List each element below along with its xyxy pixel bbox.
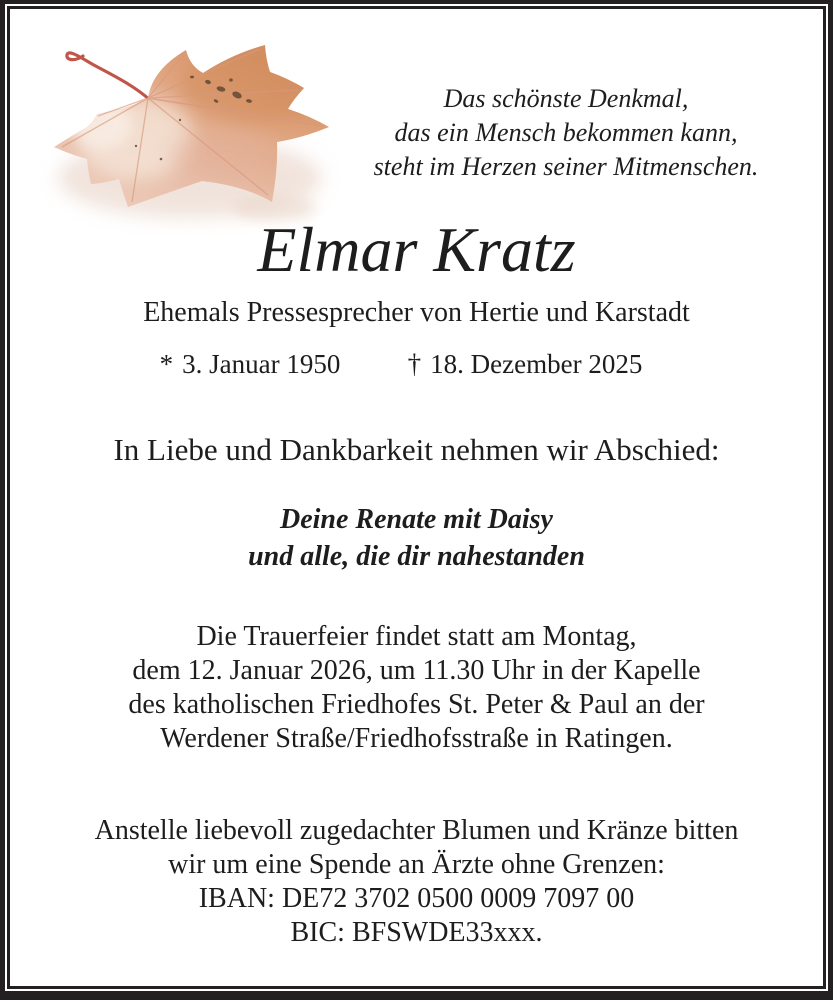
death-date: [365, 348, 685, 380]
born-star-symbol: *: [159, 349, 174, 379]
leaf-stem: [67, 53, 150, 100]
died-cross-symbol: †: [407, 349, 422, 379]
quote-line: das ein Mensch bekommen kann,: [394, 118, 738, 147]
mourners-line: und alle, die dir nahestanden: [248, 541, 585, 572]
epitaph-quote: [366, 82, 766, 184]
quote-line: steht im Herzen seiner Mitmenschen.: [373, 152, 759, 181]
autumn-leaf-image: [40, 30, 345, 235]
donation-line: Anstelle liebevoll zugedachter Blumen und Kränze bitten: [94, 815, 739, 846]
service-details: [0, 620, 833, 756]
donation-line-iban: IBAN: DE72 3702 0500 0009 7097 00: [198, 883, 635, 914]
service-line: Die Trauerfeier findet statt am Montag,: [196, 621, 637, 652]
donation-line: wir um eine Spende an Ärzte ohne Grenzen:: [168, 849, 665, 880]
birth-date: [90, 348, 410, 380]
donation-line-bic: BIC: BFSWDE33xxx.: [290, 917, 543, 948]
service-line: Werdener Straße/Friedhofsstraße in Ratingen.: [160, 723, 673, 754]
farewell-line: In Liebe und Dankbarkeit nehmen wir Abschied:: [113, 432, 720, 467]
life-dates: [0, 348, 833, 388]
quote-line: Das schönste Denkmal,: [443, 84, 689, 113]
service-line: dem 12. Januar 2026, um 11.30 Uhr in der Kapelle: [132, 655, 701, 686]
death-date-text: 18. Dezember 2025: [430, 349, 643, 379]
deceased-name: Elmar Kratz: [257, 214, 576, 285]
deceased-role: Ehemals Pressesprecher von Hertie und Karstadt: [143, 297, 690, 328]
donation-request: [0, 814, 833, 950]
mourners-line: Deine Renate mit Daisy: [280, 504, 553, 535]
service-line: des katholischen Friedhofes St. Peter & Paul an der: [128, 689, 705, 720]
mourners-block: [0, 501, 833, 575]
birth-date-text: 3. Januar 1950: [182, 349, 341, 379]
